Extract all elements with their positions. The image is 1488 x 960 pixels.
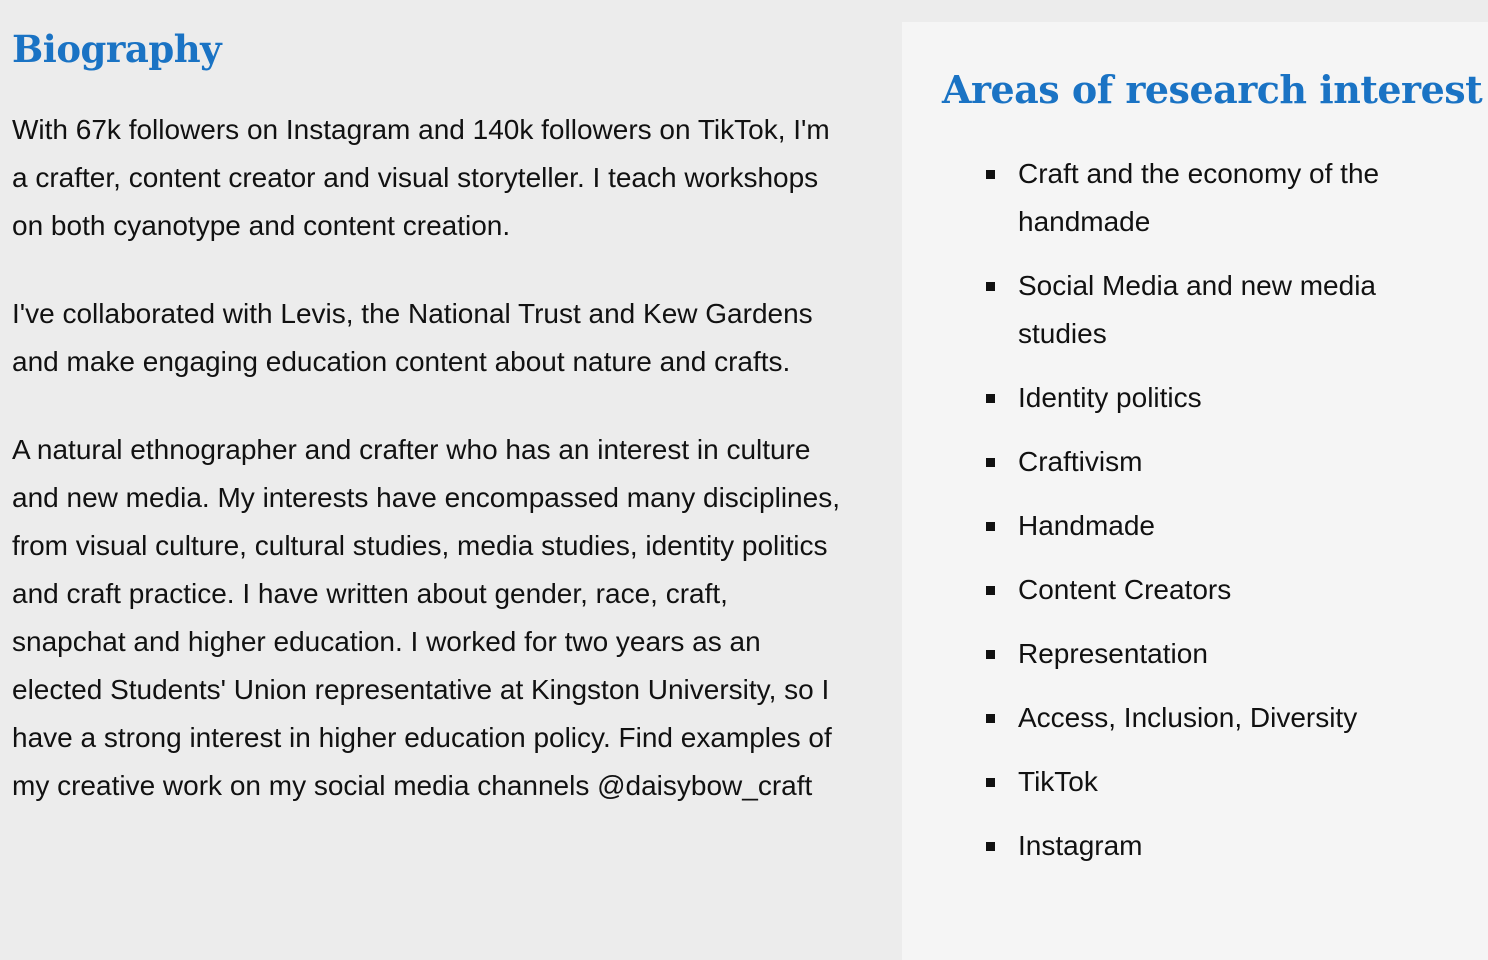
square-bullet-icon (986, 282, 995, 291)
square-bullet-icon (986, 714, 995, 723)
research-interests-panel (902, 22, 1488, 960)
list-item-label: Representation (1018, 638, 1208, 669)
list-item (986, 694, 1426, 742)
research-interests-heading: Areas of research interest (942, 67, 1483, 112)
list-item-label: Identity politics (1018, 382, 1202, 413)
list-item (986, 758, 1426, 806)
square-bullet-icon (986, 586, 995, 595)
list-item (986, 566, 1426, 614)
list-item (986, 502, 1426, 550)
biography-heading: Biography (12, 27, 222, 71)
list-item-label: Content Creators (1018, 574, 1232, 605)
biography-paragraph-3: A natural ethnographer and crafter who has an interest in culture and new media. My interests have encompassed many disciplines, from visual culture, cultural studies, media studies, identity politics and craft practice. I have written about gender, race, craft, snapchat and higher education. I worked for two years as an elected Students' Union representative at Kingston University, so I have a strong interest in higher education policy. Find examples of my creative work on my social media channels @daisybow_craft (12, 434, 840, 801)
research-interests-list (986, 150, 1426, 886)
square-bullet-icon (986, 458, 995, 467)
square-bullet-icon (986, 394, 995, 403)
list-item (986, 822, 1426, 870)
square-bullet-icon (986, 170, 995, 179)
list-item (986, 438, 1426, 486)
list-item-label: Handmade (1018, 510, 1155, 541)
biography-section (12, 24, 862, 850)
list-item (986, 630, 1426, 678)
list-item-label: TikTok (1018, 766, 1098, 797)
biography-paragraph-1: With 67k followers on Instagram and 140k followers on TikTok, I'm a crafter, content creator and visual storyteller. I teach workshops on both cyanotype and content creation. (12, 114, 830, 241)
list-item (986, 374, 1426, 422)
square-bullet-icon (986, 778, 995, 787)
square-bullet-icon (986, 650, 995, 659)
list-item (986, 262, 1426, 358)
list-item-label: Access, Inclusion, Diversity (1018, 702, 1358, 733)
list-item-label: Instagram (1018, 830, 1143, 861)
square-bullet-icon (986, 522, 995, 531)
list-item-label: Craftivism (1018, 446, 1143, 477)
biography-paragraph-2: I've collaborated with Levis, the National Trust and Kew Gardens and make engaging education content about nature and crafts. (12, 298, 813, 377)
list-item-label: Social Media and new media studies (1018, 270, 1376, 349)
list-item-label: Craft and the economy of the handmade (1018, 158, 1380, 237)
square-bullet-icon (986, 842, 995, 851)
list-item (986, 150, 1426, 246)
